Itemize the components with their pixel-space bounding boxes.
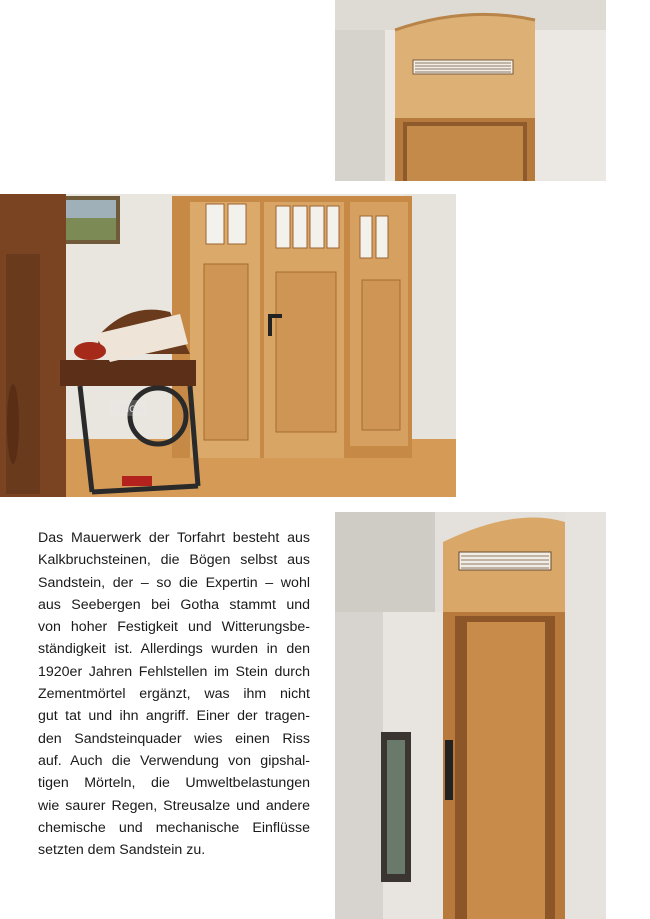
text-line: setzten dem Sandstein zu.: [38, 842, 206, 859]
text-line: Kalkbruchsteinen, die Bögen selbst aus: [38, 552, 310, 569]
body-text: [38, 527, 310, 861]
text-line: tigen Mörteln, die Umweltbelastungen: [38, 775, 310, 792]
text-line: von hoher Festigkeit und Witterungsbe-: [38, 619, 310, 636]
photo-doors-sewing-machine: [0, 194, 456, 497]
text-line: chemische und mechanische Einflüsse: [38, 819, 310, 836]
text-line: Das Mauerwerk der Torfahrt besteht aus: [38, 530, 310, 546]
lintel-vent-image: [335, 0, 606, 181]
hallway-door-image: [335, 512, 606, 919]
text-line: Sandstein, der – so die Expertin – wohl: [38, 574, 310, 591]
text-line: 1920er Jahren Fehlstellen im Stein durch: [38, 663, 310, 680]
singer-label: SINGER: [114, 405, 149, 415]
text-line: ständigkeit ist. Allerdings wurden in den: [38, 641, 310, 658]
doors-sewing-machine-image: [0, 194, 456, 497]
text-line: aus Seebergen bei Gotha stammt und: [38, 596, 310, 613]
text-line: auf. Auch die Verwendung von gipshal-: [38, 752, 310, 769]
photo-lintel-vent: [335, 0, 606, 181]
text-line: den Sandsteinquader wies einen Riss: [38, 730, 310, 747]
photo-hallway-door: [335, 512, 606, 919]
text-line: Zementmörtel ergänzt, was ihm nicht: [38, 686, 310, 703]
text-line: wie saurer Regen, Streusalze und andere: [38, 797, 310, 814]
text-line: gut tat und ihn angriff. Einer der tragen-: [38, 708, 310, 725]
